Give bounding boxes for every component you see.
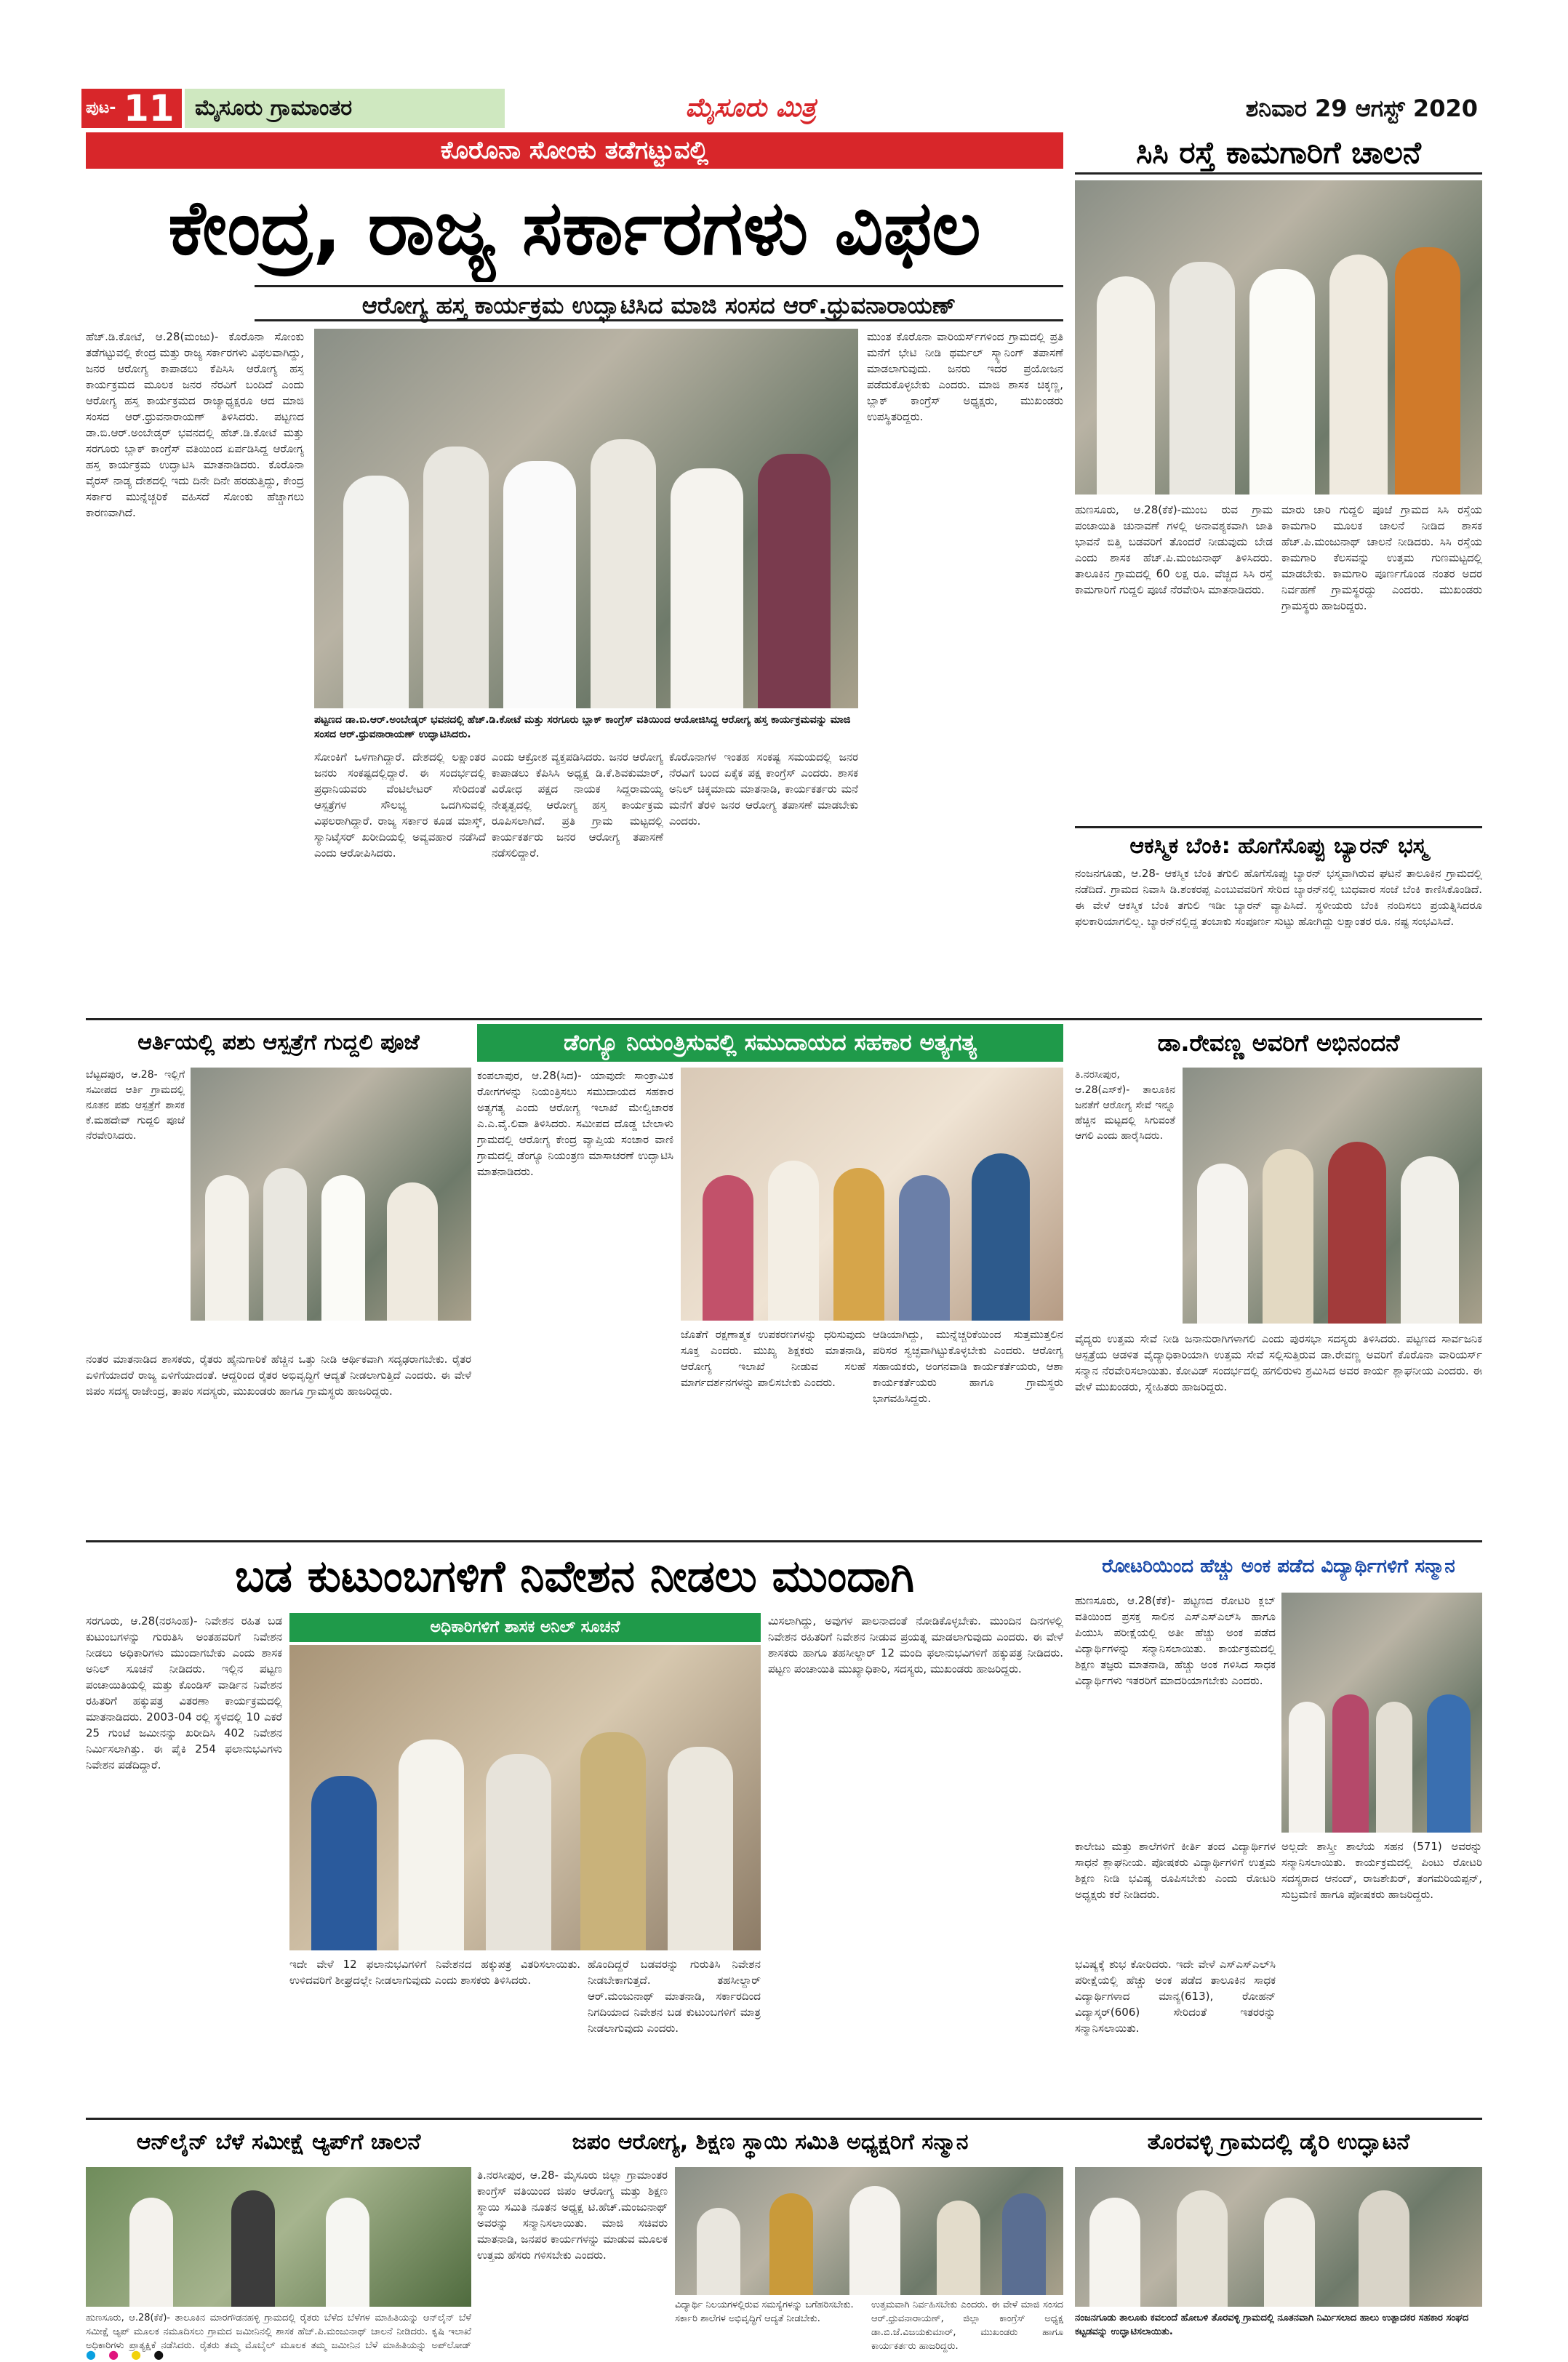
app-photo <box>86 2167 471 2307</box>
masthead <box>81 86 1478 131</box>
footer-registration-marks <box>86 2347 231 2362</box>
cc-road-col-1: ಹುಣಸೂರು, ಆ.28(ಕೆಕೆ)-ಮುಂಬ ರುವ ಗ್ರಾಮ ಪಂಚಾಯಿತಿ ಚುನಾವಣೆ ಗಳಲ್ಲಿ ಅನಾವಶ್ಯಕವಾಗಿ ಜಾತಿ ಭಾವನೆ ಬಿತ್ತಿ ಬಡವರಿಗೆ ತೊಂದರೆ ನೀಡುವುದು ಬೇಡ ಎಂದು ಶಾಸಕ ಹೆಚ್.ಪಿ.ಮಂಜುನಾಥ್ ತಿಳಿಸಿದರು. ತಾಲೂಕಿನ ಗ್ರಾಮದಲ್ಲಿ 60 ಲಕ್ಷ ರೂ. ವೆಚ್ಚದ ಸಿಸಿ ರಸ್ತೆ ಕಾಮಗಾರಿಗೆ ಗುದ್ದಲಿ ಪೂಜೆ ನೆರವೇರಿಸಿ ಮಾತನಾಡಿದರು. <box>1075 503 1273 596</box>
issue-date: ಶನಿವಾರ 29 ಆಗಸ್ಟ್ 2020 <box>1245 95 1478 122</box>
revanna-body: ವೈದ್ಯರು ಉತ್ತಮ ಸೇವೆ ನೀಡಿ ಜನಾನುರಾಗಿಗಳಾಗಲಿ ಎಂದು ಪುರಸಭಾ ಸದಸ್ಯರು ತಿಳಿಸಿದರು. ಪಟ್ಟಣದ ಸಾರ್ವಜನಿಕ ಆಸ್ಪತ್ರೆಯ ಆಡಳಿತ ವೈದ್ಯಾಧಿಕಾರಿಯಾಗಿ ಉತ್ತಮ ಸೇವೆ ಸಲ್ಲಿಸುತ್ತಿರುವ ಡಾ.ರೇವಣ್ಣ ಅವರಿಗೆ ಕೊರೊನಾ ವಾರಿಯರ್ಸ್ ಸನ್ಮಾನ ನೆರವೇರಿಸಲಾಯಿತು. ಕೋವಿಡ್ ಸಂದರ್ಭದಲ್ಲಿ ಹಗಲಿರುಳು ಶ್ರಮಿಸಿದ ಅವರ ಕಾರ್ಯ ಶ್ಲಾಘನೀಯ ಎಂದರು. ಈ ವೇಳೆ ಮುಖಂಡರು, ಸ್ನೇಹಿತರು ಹಾಜರಿದ್ದರು. <box>1075 1332 1482 1393</box>
housing-photo-caption: ಇದೇ ವೇಳೆ 12 ಫಲಾನುಭವಿಗಳಿಗೆ ನಿವೇಶನದ ಹಕ್ಕುಪತ್ರ ವಿತರಿಸಲಾಯಿತು. ಉಳಿದವರಿಗೆ ಶೀಘ್ರದಲ್ಲೇ ನೀಡಲಾಗುವುದು ಎಂದು ಶಾಸಕರು ತಿಳಿಸಿದರು. <box>289 1958 580 1987</box>
lead-col-5: ಮುಂತ ಕೊರೊನಾ ವಾರಿಯರ್ಸ್‌ಗಳಿಂದ ಗ್ರಾಮದಲ್ಲಿ ಪ್ರತಿ ಮನೆಗೆ ಭೇಟಿ ನೀಡಿ ಥರ್ಮಲ್ ಸ್ಕ್ಯಾನಿಂಗ್ ತಪಾಸಣೆ ಮಾಡಲಾಗುವುದು. ಜನರು ಇದರ ಪ್ರಯೋಜನ ಪಡೆದುಕೊಳ್ಳಬೇಕು ಎಂದರು. ಮಾಜಿ ಶಾಸಕ ಚಿಕ್ಕಣ್ಣ, ಬ್ಲಾಕ್ ಕಾಂಗ್ರೆಸ್ ಅಧ್ಯಕ್ಷರು, ಮುಖಂಡರು ಉಪಸ್ಥಿತರಿದ್ದರು. <box>867 330 1063 423</box>
reg-mark-yellow: ● <box>131 2347 146 2361</box>
dairy-photo <box>1075 2167 1482 2307</box>
japam-photo-caption: ವಿದ್ಯಾರ್ಥಿ ನಿಲಯಗಳಲ್ಲಿರುವ ಸಮಸ್ಯೆಗಳನ್ನು ಬಗೆಹರಿಸಬೇಕು. ಸರ್ಕಾರಿ ಶಾಲೆಗಳ ಅಭಿವೃದ್ಧಿಗೆ ಆದ್ಯತೆ ನೀಡಬೇಕು. <box>675 2299 854 2324</box>
divider-row-2 <box>86 1540 1482 1542</box>
rotary-headline: ರೋಟರಿಯಿಂದ ಹೆಚ್ಚು ಅಂಕ ಪಡೆದ ವಿದ್ಯಾರ್ಥಿಗಳಿಗೆ ಸನ್ಮಾನ <box>1102 1556 1455 1577</box>
japam-col-1: ತಿ.ನರಸೀಪುರ, ಆ.28- ಮೈಸೂರು ಜಿಲ್ಲಾ ಗ್ರಾಮಾಂತರ ಕಾಂಗ್ರೆಸ್ ವತಿಯಿಂದ ಜಿಪಂ ಆರೋಗ್ಯ ಮತ್ತು ಶಿಕ್ಷಣ ಸ್ಥಾಯಿ ಸಮಿತಿ ನೂತನ ಅಧ್ಯಕ್ಷ ಟಿ.ಹೆಚ್.ಮಂಜುನಾಥ್ ಅವರನ್ನು ಸನ್ಮಾನಿಸಲಾಯಿತು. ಮಾಜಿ ಸಚಿವರು ಮಾತನಾಡಿ, ಜನಪರ ಕಾರ್ಯಗಳನ್ನು ಮಾಡುವ ಮೂಲಕ ಉತ್ತಮ ಹೆಸರು ಗಳಿಸಬೇಕು ಎಂದರು. <box>477 2169 668 2262</box>
lead-kicker-bar <box>86 132 1063 169</box>
page-label: ಪುಟ- <box>86 99 116 117</box>
rotary-photo <box>1281 1593 1482 1833</box>
rotary-col-3: ಭವಿಷ್ಯಕ್ಕೆ ಶುಭ ಕೋರಿದರು. ಇದೇ ವೇಳೆ ಎಸ್‌ಎಸ್‌ಎಲ್‌ಸಿ ಪರೀಕ್ಷೆಯಲ್ಲಿ ಹೆಚ್ಚು ಅಂಕ ಪಡೆದ ತಾಲೂಕಿನ ಸಾಧಕ ವಿದ್ಯಾರ್ಥಿಗಳಾದ ಮಾನ್ಯ(613), ರೋಹನ್ ವಿದ್ಯಾಸ್ಕರ್(606) ಸೇರಿದಂತೆ ಇತರರನ್ನು ಸನ್ಮಾನಿಸಲಾಯಿತು. <box>1075 1958 1276 2035</box>
section-label: ಮೈಸೂರು ಗ್ರಾಮಾಂತರ <box>185 89 505 128</box>
page-number: 11 <box>124 87 175 129</box>
cc-road-headline: ಸಿಸಿ ರಸ್ತೆ ಕಾಮಗಾರಿಗೆ ಚಾಲನೆ <box>1075 131 1482 175</box>
cc-road-col-2: ಮಾರು ಚಾರಿ ಗುದ್ದಲಿ ಪೂಜೆ ಗ್ರಾಮದ ಸಿಸಿ ರಸ್ತೆಯ ಕಾಮಗಾರಿ ಮೂಲಕ ಚಾಲನೆ ನೀಡಿದ ಶಾಸಕ ಹೆಚ್.ಪಿ.ಮಂಜುನಾಥ್ ಚಾಲನೆ ನೀಡಿದರು. ಸಿಸಿ ರಸ್ತೆಯ ಕಾಮಗಾರಿ ಕೆಲಸವನ್ನು ಉತ್ತಮ ಗುಣಮಟ್ಟದಲ್ಲಿ ಮಾಡಬೇಕು. ಕಾಮಗಾರಿ ಪೂರ್ಣಗೊಂಡ ನಂತರ ಅದರ ನಿರ್ವಹಣೆ ಗ್ರಾಮಸ್ಥರದ್ದು ಎಂದರು. ಮುಖಂಡರು ಗ್ರಾಮಸ್ಥರು ಹಾಜರಿದ್ದರು. <box>1281 503 1482 612</box>
housing-col-1: ಸರಗೂರು, ಆ.28(ನರಸಿಂಹ)- ನಿವೇಶನ ರಹಿತ ಬಡ ಕುಟುಂಬಗಳನ್ನು ಗುರುತಿಸಿ ಅಂತಹವರಿಗೆ ನಿವೇಶನ ನೀಡಲು ಅಧಿಕಾರಿಗಳು ಮುಂದಾಗಬೇಕು ಎಂದು ಶಾಸಕ ಅನಿಲ್ ಸೂಚನೆ ನೀಡಿದರು. ಇಲ್ಲಿನ ಪಟ್ಟಣ ಪಂಚಾಯಿತಿಯಲ್ಲಿ ಮತ್ತು ಕೊಂಡಿಸ್ ವಾರ್ಡಿನ ನಿವೇಶನ ರಹಿತರಿಗೆ ಹಕ್ಕುಪತ್ರ ವಿತರಣಾ ಕಾರ್ಯಕ್ರಮದಲ್ಲಿ ಮಾತನಾಡಿದರು. 2003-04 ರಲ್ಲಿ ಸ್ಥಳದಲ್ಲಿ 10 ಎಕರೆ 25 ಗುಂಟೆ ಜಮೀನನ್ನು ಖರೀದಿಸಿ 402 ನಿವೇಶನ ನಿರ್ಮಿಸಲಾಗಿತ್ತು. ಈ ಪೈಕಿ 254 ಫಲಾನುಭವಿಗಳು ನಿವೇಶನ ಪಡೆದಿದ್ದಾರೆ. <box>86 1614 282 1772</box>
cattle-photo <box>191 1068 471 1321</box>
lead-photo <box>314 329 858 708</box>
housing-col-3: ಹೊಂದಿದ್ದರೆ ಬಡವರನ್ನು ಗುರುತಿಸಿ ನಿವೇಶನ ನೀಡಬೇಕಾಗುತ್ತದೆ. ತಹಸೀಲ್ದಾರ್ ಆರ್.ಮಂಜುನಾಥ್ ಮಾತನಾಡಿ, ಸರ್ಕಾರದಿಂದ ನಿಗದಿಯಾದ ನಿವೇಶನ ಬಡ ಕುಟುಂಬಗಳಿಗೆ ಮಾತ್ರ ನೀಡಲಾಗುವುದು ಎಂದರು. <box>588 1958 761 2035</box>
lead-headline: ಕೇಂದ್ರ, ರಾಜ್ಯ ಸರ್ಕಾರಗಳು ವಿಫಲ <box>168 183 981 272</box>
cattle-headline: ಆರ್ತಿಯಲ್ಲಿ ಪಶು ಆಸ್ಪತ್ರೆಗೆ ಗುದ್ದಲಿ ಪೂಜೆ <box>137 1030 420 1055</box>
dengue-col-2: ಜೊತೆಗೆ ರಕ್ಷಣಾತ್ಮಕ ಉಪಕರಣಗಳನ್ನು ಧರಿಸುವುದು ಸೂಕ್ತ ಎಂದರು. ಮುಖ್ಯ ಶಿಕ್ಷಕರು ಮಾತನಾಡಿ, ಆರೋಗ್ಯ ಇಲಾಖೆ ನೀಡುವ ಸಲಹೆ ಮಾರ್ಗದರ್ಶನಗಳನ್ನು ಪಾಲಿಸಬೇಕು ಎಂದರು. <box>681 1328 865 1389</box>
app-body: ಹುಣಸೂರು, ಆ.28(ಕೆಕೆ)- ತಾಲೂಕಿನ ಮಾರಗೌಡನಹಳ್ಳಿ ಗ್ರಾಮದಲ್ಲಿ ರೈತರು ಬೆಳೆದ ಬೆಳೆಗಳ ಮಾಹಿತಿಯನ್ನು ಆನ್‌ಲೈನ್ ಬೆಳೆ ಸಮೀಕ್ಷೆ ಆ್ಯಪ್ ಮೂಲಕ ನಮೂದಿಸಲು ಗ್ರಾಮದ ಜಮೀನಿನಲ್ಲಿ ಶಾಸಕ ಹೆಚ್.ಪಿ.ಮಂಜುನಾಥ್ ಚಾಲನೆ ನೀಡಿದರು. ಕೃಷಿ ಇಲಾಖೆ ಅಧಿಕಾರಿಗಳು ಪ್ರಾತ್ಯಕ್ಷಿಕೆ ನಡೆಸಿದರು. ರೈತರು ತಮ್ಮ ಮೊಬೈಲ್ ಮೂಲಕ ತಮ್ಮ ಜಮೀನಿನ ಬೆಳೆ ಮಾಹಿತಿಯನ್ನು ಅಪ್‌ಲೋಡ್ <box>86 2313 471 2351</box>
fire-headline: ಆಕಸ್ಮಿಕ ಬೆಂಕಿ: ಹೊಗೆಸೊಪ್ಪು ಬ್ಯಾರನ್ ಭಸ್ಮ <box>1075 826 1482 862</box>
japam-col-2: ಉತ್ತಮವಾಗಿ ನಿರ್ವಹಿಸಬೇಕು ಎಂದರು. ಈ ವೇಳೆ ಮಾಜಿ ಸಂಸದ ಆರ್.ಧ್ರುವನಾರಾಯಣ್, ಜಿಲ್ಲಾ ಕಾಂಗ್ರೆಸ್ ಅಧ್ಯಕ್ಷ ಡಾ.ಬಿ.ಜೆ.ವಿಜಯಕುಮಾರ್, ಮುಖಂಡರು ಹಾಗೂ ಕಾರ್ಯಕರ್ತರು ಹಾಜರಿದ್ದರು. <box>871 2299 1063 2352</box>
housing-headline: ಬಡ ಕುಟುಂಬಗಳಿಗೆ ನಿವೇಶನ ನೀಡಲು ಮುಂದಾಗಿ <box>234 1551 915 1602</box>
app-headline: ಆನ್‌ಲೈನ್ ಬೆಳೆ ಸಮೀಕ್ಷೆ ಆ್ಯಪ್‌ಗೆ ಚಾಲನೆ <box>136 2129 421 2155</box>
housing-inset-bar <box>289 1613 761 1642</box>
reg-mark-magenta: ● <box>108 2347 124 2361</box>
lead-col-2: ಸೋಂಕಿಗೆ ಒಳಗಾಗಿದ್ದಾರೆ. ದೇಶದಲ್ಲಿ ಲಕ್ಷಾಂತರ ಜನರು ಸಂಕಷ್ಟದಲ್ಲಿದ್ದಾರೆ. ಈ ಸಂದರ್ಭದಲ್ಲಿ ಪ್ರಧಾನಿಯವರು ವೆಂಟಿಲೇಟರ್ ಸೇರಿದಂತೆ ಆಸ್ಪತ್ರೆಗಳ ಸೌಲಭ್ಯ ಒದಗಿಸುವಲ್ಲಿ ವಿಫಲರಾಗಿದ್ದಾರೆ. ರಾಜ್ಯ ಸರ್ಕಾರ ಕೂಡ ಮಾಸ್ಕ್, ಸ್ಯಾನಿಟೈಸರ್ ಖರೀದಿಯಲ್ಲಿ ಅವ್ಯವಹಾರ ನಡೆಸಿದೆ ಎಂದು ಆರೋಪಿಸಿದರು. <box>314 750 486 860</box>
dairy-caption: ನಂಜನಗೂಡು ತಾಲೂಕು ಕವಲಂದೆ ಹೋಬಳಿ ತೊರವಳ್ಳಿ ಗ್ರಾಮದಲ್ಲಿ ನೂತನವಾಗಿ ನಿರ್ಮಿಸಲಾದ ಹಾಲು ಉತ್ಪಾದಕರ ಸಹಕಾರ ಸಂಘದ ಕಟ್ಟಡವನ್ನು ಉದ್ಘಾಟಿಸಲಾಯಿತು. <box>1075 2313 1469 2337</box>
lead-subhead: ಆರೋಗ್ಯ ಹಸ್ತ ಕಾರ್ಯಕ್ರಮ ಉದ್ಘಾಟಿಸಿದ ಮಾಜಿ ಸಂಸದ ಆರ್.ಧ್ರುವನಾರಾಯಣ್ <box>255 285 1063 321</box>
dairy-headline: ತೊರವಳ್ಳಿ ಗ್ರಾಮದಲ್ಲಿ ಡೈರಿ ಉದ್ಘಾಟನೆ <box>1147 2129 1410 2155</box>
cc-road-photo <box>1075 180 1482 495</box>
lead-col-1b <box>86 807 304 953</box>
dengue-headline-bar <box>477 1024 1063 1062</box>
lead-col-3: ಎಂದು ಆಕ್ರೋಶ ವ್ಯಕ್ತಪಡಿಸಿದರು. ಜನರ ಆರೋಗ್ಯ ಕಾಪಾಡಲು ಕೆಪಿಸಿಸಿ ಅಧ್ಯಕ್ಷ ಡಿ.ಕೆ.ಶಿವಕುಮಾರ್, ವಿರೋಧ ಪಕ್ಷದ ನಾಯಕ ಸಿದ್ದರಾಮಯ್ಯ ನೇತೃತ್ವದಲ್ಲಿ ಆರೋಗ್ಯ ಹಸ್ತ ಕಾರ್ಯಕ್ರಮ ರೂಪಿಸಲಾಗಿದೆ. ಪ್ರತಿ ಗ್ರಾಮ ಮಟ್ಟದಲ್ಲಿ ಕಾರ್ಯಕರ್ತರು ಜನರ ಆರೋಗ್ಯ ತಪಾಸಣೆ ನಡೆಸಲಿದ್ದಾರೆ. <box>492 750 663 860</box>
cattle-body: ನಂತರ ಮಾತನಾಡಿದ ಶಾಸಕರು, ರೈತರು ಹೈನುಗಾರಿಕೆ ಹೆಚ್ಚಿನ ಒತ್ತು ನೀಡಿ ಆರ್ಥಿಕವಾಗಿ ಸದೃಢರಾಗಬೇಕು. ರೈತರ ಏಳಿಗೆಯಾದರೆ ರಾಜ್ಯ ಏಳಿಗೆಯಾದಂತೆ. ಆದ್ದರಿಂದ ರೈತರ ಅಭಿವೃದ್ಧಿಗೆ ಆದ್ಯತೆ ನೀಡಲಾಗುತ್ತಿದೆ ಎಂದರು. ಈ ವೇಳೆ ಜಿಪಂ ಸದಸ್ಯ ರಾಜೇಂದ್ರ, ತಾಪಂ ಸದಸ್ಯರು, ಮುಖಂಡರು ಹಾಗೂ ಗ್ರಾಮಸ್ಥರು ಹಾಜರಿದ್ದರು. <box>86 1353 471 1398</box>
housing-photo <box>289 1645 761 1950</box>
revanna-headline: ಡಾ.ರೇವಣ್ಣ ಅವರಿಗೆ ಅಭಿನಂದನೆ <box>1157 1029 1400 1057</box>
housing-inset-title: ಅಧಿಕಾರಿಗಳಿಗೆ ಶಾಸಕ ಅನಿಲ್ ಸೂಚನೆ <box>430 1618 620 1636</box>
lead-col-4: ಕೊರೊನಾಗಳ ಇಂತಹ ಸಂಕಷ್ಟ ಸಮಯದಲ್ಲಿ ಜನರ ನೆರವಿಗೆ ಬಂದ ಏಕೈಕ ಪಕ್ಷ ಕಾಂಗ್ರೆಸ್ ಎಂದರು. ಶಾಸಕ ಅನಿಲ್ ಚಿಕ್ಕಮಾದು ಮಾತನಾಡಿ, ಕಾರ್ಯಕರ್ತರು ಮನೆ ಮನೆಗೆ ತೆರಳಿ ಜನರ ಆರೋಗ್ಯ ತಪಾಸಣೆ ಮಾಡಬೇಕು ಎಂದರು. <box>669 750 858 828</box>
fire-body: ನಂಜನಗೂಡು, ಆ.28- ಆಕಸ್ಮಿಕ ಬೆಂಕಿ ತಗುಲಿ ಹೊಗೆಸೊಪ್ಪು ಬ್ಯಾರನ್ ಭಸ್ಮವಾಗಿರುವ ಘಟನೆ ತಾಲೂಕಿನ ಗ್ರಾಮದಲ್ಲಿ ನಡೆದಿದೆ. ಗ್ರಾಮದ ನಿವಾಸಿ ಡಿ.ಶಂಕರಪ್ಪ ಎಂಬುವವರಿಗೆ ಸೇರಿದ ಬ್ಯಾರನ್‌ನಲ್ಲಿ ಬುಧವಾರ ಸಂಜೆ ಬೆಂಕಿ ಕಾಣಿಸಿಕೊಂಡಿದೆ. ಈ ವೇಳೆ ಆಕಸ್ಮಿಕ ಬೆಂಕಿ ತಗುಲಿ ಇಡೀ ಬ್ಯಾರನ್ ವ್ಯಾಪಿಸಿದೆ. ಸ್ಥಳೀಯರು ಬೆಂಕಿ ನಂದಿಸಲು ಪ್ರಯತ್ನಿಸಿದರೂ ಫಲಕಾರಿಯಾಗಲಿಲ್ಲ. ಬ್ಯಾರನ್‌ನಲ್ಲಿದ್ದ ತಂಬಾಕು ಸಂಪೂರ್ಣ ಸುಟ್ಟು ಹೋಗಿದ್ದು ಲಕ್ಷಾಂತರ ರೂ. ನಷ್ಟ ಸಂಭವಿಸಿದೆ. <box>1075 867 1482 928</box>
reg-mark-black: ● <box>153 2347 169 2361</box>
lead-kicker: ಕೊರೊನಾ ಸೋಂಕು ತಡೆಗಟ್ಟುವಲ್ಲಿ <box>440 136 709 165</box>
japam-photo <box>675 2167 1063 2295</box>
lead-photo-caption: ಪಟ್ಟಣದ ಡಾ.ಬಿ.ಆರ್.ಅಂಬೇಡ್ಕರ್ ಭವನದಲ್ಲಿ ಹೆಚ್.ಡಿ.ಕೋಟೆ ಮತ್ತು ಸರಗೂರು ಬ್ಲಾಕ್ ಕಾಂಗ್ರೆಸ್ ವತಿಯಿಂದ ಆಯೋಜಿಸಿದ್ದ ಆರೋಗ್ಯ ಹಸ್ತ ಕಾರ್ಯಕ್ರಮವನ್ನು ಮಾಜಿ ಸಂಸದ ಆರ್.ಧ್ರುವನಾರಾಯಣ್ ಉದ್ಘಾಟಿಸಿದರು. <box>314 714 851 740</box>
japam-headline: ಜಪಂ ಆರೋಗ್ಯ, ಶಿಕ್ಷಣ ಸ್ಥಾಯಿ ಸಮಿತಿ ಅಧ್ಯಕ್ಷರಿಗೆ ಸನ್ಮಾನ <box>572 2129 969 2155</box>
reg-mark-cyan: ● <box>86 2347 100 2361</box>
lead-col-1: ಹೆಚ್.ಡಿ.ಕೋಟೆ, ಆ.28(ಮಂಜು)- ಕೊರೊನಾ ಸೋಂಕು ತಡೆಗಟ್ಟುವಲ್ಲಿ ಕೇಂದ್ರ ಮತ್ತು ರಾಜ್ಯ ಸರ್ಕಾರಗಳು ವಿಫಲವಾಗಿದ್ದು, ಜನರ ಆರೋಗ್ಯ ಕಾಪಾಡಲು ಕೆಪಿಸಿಸಿ ಆರೋಗ್ಯ ಹಸ್ತ ಕಾರ್ಯಕ್ರಮದ ಮೂಲಕ ಜನರ ನೆರವಿಗೆ ಬಂದಿದೆ ಎಂದು ಆರೋಗ್ಯ ಹಸ್ತ ಕಾರ್ಯಕ್ರಮದ ರಾಜ್ಯಾಧ್ಯಕ್ಷರೂ ಆದ ಮಾಜಿ ಸಂಸದ ಆರ್.ಧ್ರುವನಾರಾಯಣ್ ತಿಳಿಸಿದರು. ಪಟ್ಟಣದ ಡಾ.ಬಿ.ಆರ್.ಅಂಬೇಡ್ಕರ್ ಭವನದಲ್ಲಿ ಹೆಚ್.ಡಿ.ಕೋಟೆ ಮತ್ತು ಸರಗೂರು ಬ್ಲಾಕ್ ಕಾಂಗ್ರೆಸ್ ವತಿಯಿಂದ ಏರ್ಪಡಿಸಿದ್ದ ಆರೋಗ್ಯ ಹಸ್ತ ಕಾರ್ಯಕ್ರಮ ಉದ್ಘಾಟಿಸಿ ಮಾತನಾಡಿದರು. ಕೊರೊನಾ ವೈರಸ್ ನಾಡ್ಯ ದೇಶದಲ್ಲಿ ಇದು ದಿನೇ ದಿನೇ ಹರಡುತ್ತಿದ್ದು, ಕೇಂದ್ರ ಸರ್ಕಾರ ಮುನ್ನೆಚ್ಚರಿಕೆ ವಹಿಸದೆ ಸೋಂಕು ಹೆಚ್ಚಾಗಲು ಕಾರಣವಾಗಿದೆ. <box>86 330 304 519</box>
page-number-box <box>81 89 182 128</box>
dengue-col-1: ಕಂಪಲಾಪುರ, ಆ.28(ಸಿದ)- ಯಾವುದೇ ಸಾಂಕ್ರಾಮಿಕ ರೋಗಗಳನ್ನು ನಿಯಂತ್ರಿಸಲು ಸಮುದಾಯದ ಸಹಕಾರ ಅತ್ಯಗತ್ಯ ಎಂದು ಆರೋಗ್ಯ ಇಲಾಖೆ ಮೇಲ್ವಿಚಾರಕ ಎ.ಎ.ವೈ.ಲಿವಾ ತಿಳಿಸಿದರು. ಸಮೀಪದ ದೊಡ್ಡ ಬೇಲಾಳು ಗ್ರಾಮದಲ್ಲಿ ಆರೋಗ್ಯ ಕೇಂದ್ರ ವ್ಯಾಪ್ತಿಯ ಸಂಚಾರ ವಾಣಿ ಗ್ರಾಮದಲ್ಲಿ ಡೆಂಗ್ಯೂ ನಿಯಂತ್ರಣ ಮಾಸಾಚರಣೆ ಉದ್ಘಾಟಿಸಿ ಮಾತನಾಡಿದರು. <box>477 1069 673 1178</box>
paper-name: ಮೈಸೂರು ಮಿತ್ರ <box>685 93 816 123</box>
dengue-col-3: ಆಡಿಯಾಗಿದ್ದು, ಮುನ್ನೆಚ್ಚರಿಕೆಯಿಂದ ಸುತ್ತಮುತ್ತಲಿನ ಪರಿಸರ ಸ್ವಚ್ಛವಾಗಿಟ್ಟುಕೊಳ್ಳಬೇಕು ಎಂದರು. ಆರೋಗ್ಯ ಸಹಾಯಕರು, ಅಂಗನವಾಡಿ ಕಾರ್ಯಕರ್ತೆಯರು, ಆಶಾ ಕಾರ್ಯಕರ್ತೆಯರು ಹಾಗೂ ಗ್ರಾಮಸ್ಥರು ಭಾಗವಹಿಸಿದ್ದರು. <box>873 1328 1063 1405</box>
rotary-col-2: ಕಾಲೇಜು ಮತ್ತು ಶಾಲೆಗಳಿಗೆ ಕೀರ್ತಿ ತಂದ ವಿದ್ಯಾರ್ಥಿಗಳ ಸಾಧನೆ ಶ್ಲಾಘನೀಯ. ಪೋಷಕರು ವಿದ್ಯಾರ್ಥಿಗಳಿಗೆ ಉತ್ತಮ ಶಿಕ್ಷಣ ನೀಡಿ ಭವಿಷ್ಯ ರೂಪಿಸಬೇಕು ಎಂದು ರೋಟರಿ ಅಧ್ಯಕ್ಷರು ಕರೆ ನೀಡಿದರು. <box>1075 1840 1276 1901</box>
cattle-lead: ಬೆಟ್ಟದಪುರ, ಆ.28- ಇಲ್ಲಿಗೆ ಸಮೀಪದ ಆರ್ತಿ ಗ್ರಾಮದಲ್ಲಿ ನೂತನ ಪಶು ಆಸ್ಪತ್ರೆಗೆ ಶಾಸಕ ಕೆ.ಮಹದೇವ್ ಗುದ್ದಲಿ ಪೂಜೆ ನೆರವೇರಿಸಿದರು. <box>86 1069 185 1142</box>
revanna-photo <box>1183 1068 1482 1324</box>
dengue-headline: ಡೆಂಗ್ಯೂ ನಿಯಂತ್ರಿಸುವಲ್ಲಿ ಸಮುದಾಯದ ಸಹಕಾರ ಅತ್ಯಗತ್ಯ <box>563 1030 977 1056</box>
rotary-col-4: ಅಲ್ಲದೇ ಶಾಸ್ತ್ರೀ ಶಾಲೆಯ ಸಹನ (571) ಅವರನ್ನು ಸನ್ಮಾನಿಸಲಾಯಿತು. ಕಾರ್ಯಕ್ರಮದಲ್ಲಿ ಪಿಂಟು ರೋಟರಿ ಸದಸ್ಯರಾದ ಆನಂದ್, ರಾಜಶೇಖರ್, ತಂಗಮರಿಯಪ್ಪನ್, ಸುಬ್ರಮಣಿ ಹಾಗೂ ಪೋಷಕರು ಹಾಜರಿದ್ದರು. <box>1281 1840 1482 1901</box>
divider-row-3 <box>86 2118 1482 2120</box>
revanna-col-1: ತಿ.ನರಸೀಪುರ, ಆ.28(ಎಸ್‌ಕೆ)- ತಾಲೂಕಿನ ಜನತೆಗೆ ಆರೋಗ್ಯ ಸೇವೆ ಇನ್ನೂ ಹೆಚ್ಚಿನ ಮಟ್ಟದಲ್ಲಿ ಸಿಗುವಂತೆ ಆಗಲಿ ಎಂದು ಹಾರೈಸಿದರು. <box>1075 1069 1175 1142</box>
rotary-col-1: ಹುಣಸೂರು, ಆ.28(ಕೆಕೆ)- ಪಟ್ಟಣದ ರೋಟರಿ ಕ್ಲಬ್ ವತಿಯಿಂದ ಪ್ರಸಕ್ತ ಸಾಲಿನ ಎಸ್‌ಎಸ್‌ಎಲ್‌ಸಿ ಹಾಗೂ ಪಿಯುಸಿ ಪರೀಕ್ಷೆಯಲ್ಲಿ ಅತೀ ಹೆಚ್ಚು ಅಂಕ ಪಡೆದ ವಿದ್ಯಾರ್ಥಿಗಳನ್ನು ಸನ್ಮಾನಿಸಲಾಯಿತು. ಕಾರ್ಯಕ್ರಮದಲ್ಲಿ ಶಿಕ್ಷಣ ತಜ್ಞರು ಮಾತನಾಡಿ, ಹೆಚ್ಚು ಅಂಕ ಗಳಿಸಿದ ಸಾಧಕ ವಿದ್ಯಾರ್ಥಿಗಳು ಇತರರಿಗೆ ಮಾದರಿಯಾಗಬೇಕು ಎಂದರು. <box>1075 1594 1276 1687</box>
divider-row-1 <box>86 1018 1482 1020</box>
housing-col-2: ಮಿಸಲಾಗಿದ್ದು, ಅವುಗಳ ಪಾಲನಾದಂತೆ ನೋಡಿಕೊಳ್ಳಬೇಕು. ಮುಂದಿನ ದಿನಗಳಲ್ಲಿ ನಿವೇಶನ ರಹಿತರಿಗೆ ನಿವೇಶನ ನೀಡುವ ಪ್ರಯತ್ನ ಮಾಡಲಾಗುವುದು ಎಂದರು. ಈ ವೇಳೆ ಶಾಸಕರು ಹಾಗೂ ತಹಸೀಲ್ದಾರ್ 12 ಮಂದಿ ಫಲಾನುಭವಿಗಳಿಗೆ ಹಕ್ಕುಪತ್ರ ನೀಡಿದರು. ಪಟ್ಟಣ ಪಂಚಾಯಿತಿ ಮುಖ್ಯಾಧಿಕಾರಿ, ಸದಸ್ಯರು, ಮುಖಂಡರು ಹಾಜರಿದ್ದರು. <box>768 1614 1063 1676</box>
dengue-photo <box>681 1068 1063 1321</box>
